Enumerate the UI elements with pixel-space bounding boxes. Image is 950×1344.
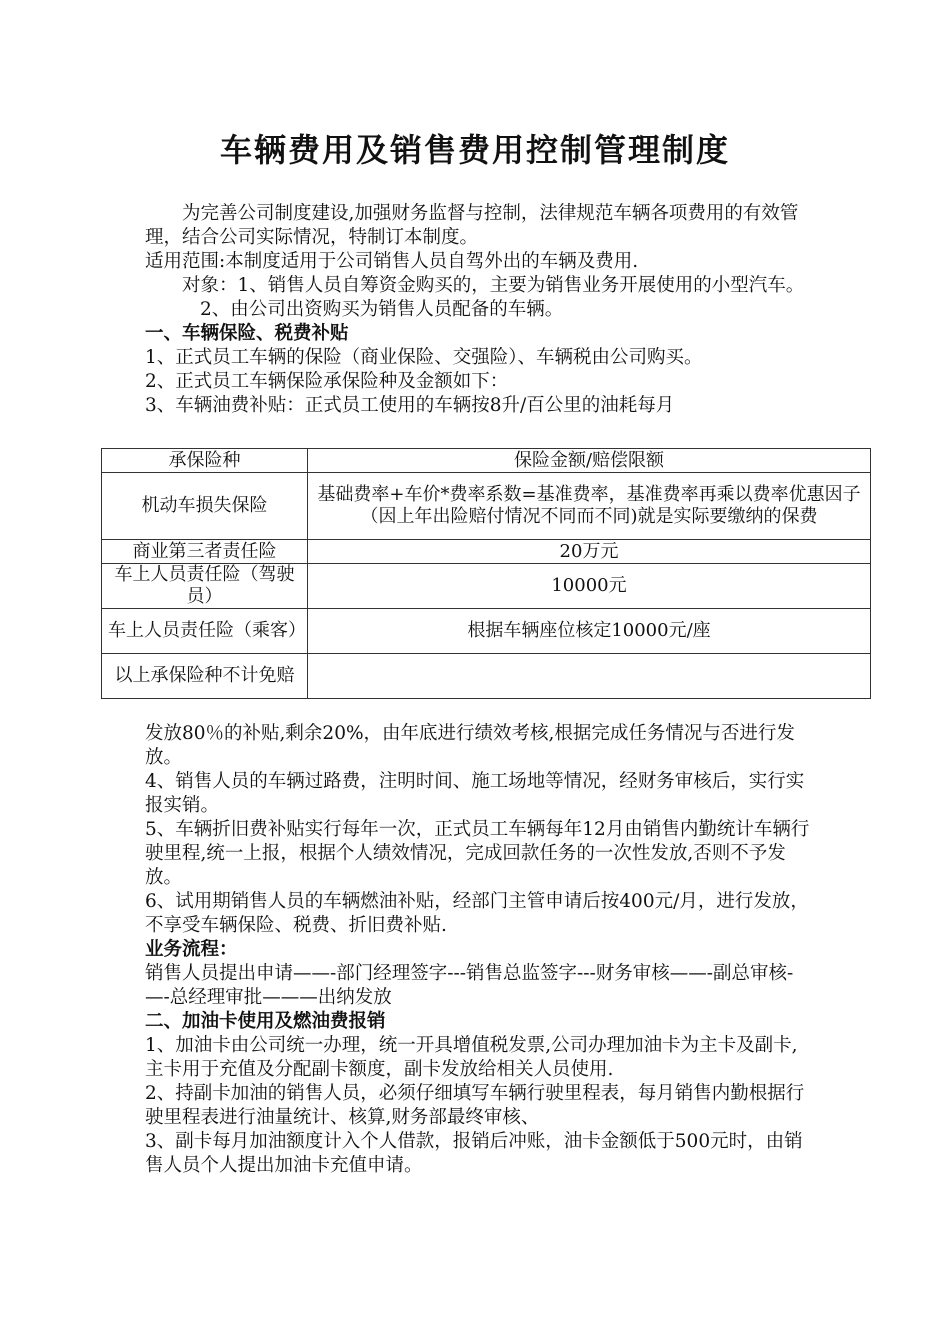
section-2-heading: 二、加油卡使用及燃油费报销 (145, 1011, 386, 1032)
section-2-item: 1、加油卡由公司统一办理，统一开具增值税发票,公司办理加油卡为主卡及副卡,主卡用于充值及分配副卡额度，副卡发放给相关人员使用. (145, 1035, 798, 1080)
table-header-cell: 承保险种 (102, 449, 308, 473)
section-1-paragraph: 5、车辆折旧费补贴实行每年一次，正式员工车辆每年12月由销售内勤统计车辆行驶里程,统一上报，根据个人绩效情况，完成回款任务的一次性发放,否则不予发放。 (145, 819, 810, 888)
table-row (102, 654, 871, 699)
insurance-table (101, 448, 871, 699)
section-1-paragraph: 6、试用期销售人员的车辆燃油补贴，经部门主管申请后按400元/月，进行发放，不享受车辆保险、税费、折旧费补贴. (145, 891, 809, 936)
table-row (102, 540, 871, 564)
body-continued (145, 722, 815, 1178)
intro-paragraph: 为完善公司制度建设,加强财务监督与控制，法律规范车辆各项费用的有效管理，结合公司实际情况，特制订本制度。 (145, 203, 799, 248)
table-cell: 基础费率+车价*费率系数=基准费率，基准费率再乘以费率优惠因子（因上年出险赔付情况不同而不同)就是实际要缴纳的保费 (308, 473, 871, 540)
table-cell: 机动车损失保险 (102, 473, 308, 540)
business-flow-heading: 业务流程： (145, 939, 238, 960)
table-cell: 商业第三者责任险 (102, 540, 308, 564)
intro-section (145, 202, 815, 418)
table-cell: 根据车辆座位核定10000元/座 (308, 609, 871, 654)
table-row (102, 473, 871, 540)
table-cell: 10000元 (308, 564, 871, 609)
section-1-item: 3、车辆油费补贴：正式员工使用的车辆按8升/百公里的油耗每月 (145, 395, 675, 416)
document-title: 车辆费用及销售费用控制管理制度 (219, 131, 730, 169)
business-flow-text: 销售人员提出申请——-部门经理签字---销售总监签字---财务审核——-副总审核-—-总经理审批———出纳发放 (145, 963, 794, 1008)
section-1-paragraph: 4、销售人员的车辆过路费，注明时间、施工场地等情况，经财务审核后，实行实报实销。 (145, 771, 805, 816)
table-cell: 20万元 (308, 540, 871, 564)
table-cell (308, 654, 871, 699)
section-1-heading: 一、车辆保险、税费补贴 (145, 323, 349, 344)
section-1-paragraph: 发放80％的补贴,剩余20%，由年底进行绩效考核,根据完成任务情况与否进行发放。 (145, 723, 795, 768)
scope-paragraph: 适用范围:本制度适用于公司销售人员自驾外出的车辆及费用. (145, 251, 639, 272)
table-row (102, 564, 871, 609)
section-1-item: 2、正式员工车辆保险承保险种及金额如下： (145, 371, 509, 392)
table-header-row (102, 449, 871, 473)
table-header-cell: 保险金额/赔偿限额 (308, 449, 871, 473)
table-row (102, 609, 871, 654)
target-paragraph: 对象：1、销售人员自筹资金购买的，主要为销售业务开展使用的小型汽车。 (182, 275, 805, 296)
table-cell: 以上承保险种不计免赔 (102, 654, 308, 699)
section-2-item: 2、持副卡加油的销售人员，必须仔细填写车辆行驶里程表，每月销售内勤根据行驶里程表进行油量统计、核算,财务部最终审核、 (145, 1083, 805, 1128)
table-cell: 车上人员责任险（乘客） (102, 609, 308, 654)
target-paragraph-2: 2、由公司出资购买为销售人员配备的车辆。 (200, 299, 564, 320)
section-1-item: 1、正式员工车辆的保险（商业保险、交强险）、车辆税由公司购买。 (145, 347, 703, 368)
table-cell: 车上人员责任险（驾驶员） (102, 564, 308, 609)
section-2-item: 3、副卡每月加油额度计入个人借款，报销后冲账，油卡金额低于500元时，由销售人员个人提出加油卡充值申请。 (145, 1131, 803, 1176)
